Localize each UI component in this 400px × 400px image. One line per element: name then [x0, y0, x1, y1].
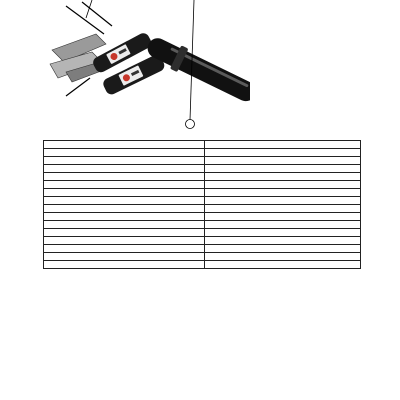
spec-param — [44, 229, 205, 237]
spec-param — [44, 181, 205, 189]
spec-value — [205, 197, 361, 205]
spec-value — [205, 221, 361, 229]
product-illustration — [40, 0, 250, 140]
spec-param — [44, 165, 205, 173]
spec-value — [205, 245, 361, 253]
spec-param — [44, 213, 205, 221]
spec-header-value — [205, 141, 361, 149]
spec-param — [44, 221, 205, 229]
spec-value — [205, 157, 361, 165]
spec-value — [205, 229, 361, 237]
callout-marker — [186, 120, 195, 129]
spec-param — [44, 253, 205, 261]
spec-param — [44, 261, 205, 269]
table-row — [44, 205, 361, 213]
spec-param — [44, 189, 205, 197]
table-row — [44, 197, 361, 205]
spec-value — [205, 213, 361, 221]
table-row — [44, 245, 361, 253]
spec-value — [205, 205, 361, 213]
spec-value — [205, 237, 361, 245]
spec-param — [44, 149, 205, 157]
spec-value — [205, 165, 361, 173]
spec-header-label — [44, 141, 205, 149]
spec-param — [44, 245, 205, 253]
table-row — [44, 165, 361, 173]
table-row — [44, 157, 361, 165]
table-row — [44, 221, 361, 229]
spec-value — [205, 189, 361, 197]
spec-value — [205, 253, 361, 261]
spec-table-header — [44, 141, 361, 149]
spec-param — [44, 197, 205, 205]
spec-param — [44, 205, 205, 213]
spec-param — [44, 157, 205, 165]
table-row — [44, 181, 361, 189]
spec-value — [205, 261, 361, 269]
spec-table — [43, 140, 361, 269]
spec-value — [205, 181, 361, 189]
table-row — [44, 237, 361, 245]
table-row — [44, 253, 361, 261]
table-row — [44, 229, 361, 237]
spec-param — [44, 237, 205, 245]
screwdriver-illustration — [40, 0, 250, 140]
bit-shaft-2 — [82, 2, 112, 26]
table-row — [44, 189, 361, 197]
table-row — [44, 149, 361, 157]
table-row — [44, 213, 361, 221]
spec-param — [44, 173, 205, 181]
bit-shaft-3 — [66, 78, 90, 96]
table-row — [44, 173, 361, 181]
bit-shaft-1 — [66, 6, 104, 34]
spec-value — [205, 173, 361, 181]
spec-value — [205, 149, 361, 157]
table-row — [44, 261, 361, 269]
